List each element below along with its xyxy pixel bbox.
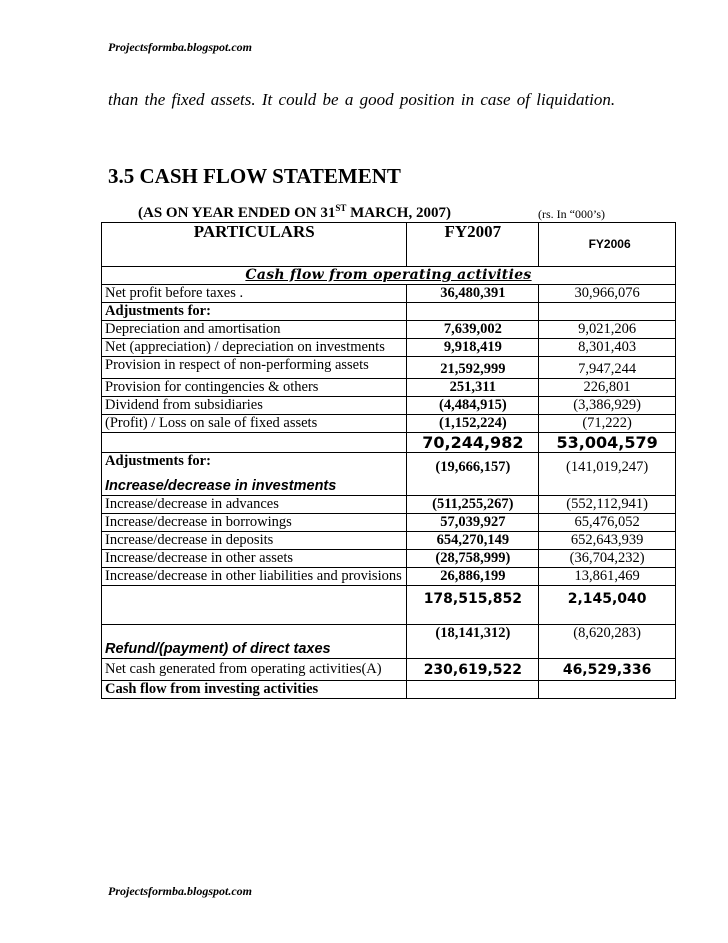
row-label: Increase/decrease in other assets <box>102 550 407 568</box>
row-label: Increase/decrease in other liabilities and provisions <box>102 568 407 586</box>
row-label: (Profit) / Loss on sale of fixed assets <box>102 415 407 433</box>
page-footer: Projectsformba.blogspot.com <box>108 884 252 898</box>
empty-cell <box>407 681 539 699</box>
row-fy2006: (552,112,941) <box>539 496 676 514</box>
empty-cell <box>102 433 407 453</box>
net-cash-fy2006: 46,529,336 <box>539 659 676 681</box>
row-fy2007: (511,255,267) <box>407 496 539 514</box>
col-fy2006: FY2006 <box>539 223 676 267</box>
subtotal-fy2007: 70,244,982 <box>407 433 539 453</box>
units-note: (rs. In “000’s) <box>538 207 605 221</box>
table-row <box>102 453 676 471</box>
row-fy2007: (4,484,915) <box>407 397 539 415</box>
section-investing-heading: Cash flow from investing activities <box>102 681 407 699</box>
net-cash-fy2007: 230,619,522 <box>407 659 539 681</box>
row-fy2007: (18,141,312) <box>407 625 539 659</box>
table-row <box>102 550 676 568</box>
row-label: Increase/decrease in advances <box>102 496 407 514</box>
row-label: Increase/decrease in deposits <box>102 532 407 550</box>
empty-cell <box>407 303 539 321</box>
empty-cell <box>539 303 676 321</box>
table-row <box>102 339 676 357</box>
row-fy2007: 251,311 <box>407 379 539 397</box>
adjustments-label: Adjustments for: <box>102 453 407 471</box>
row-label: Dividend from subsidiaries <box>102 397 407 415</box>
row-fy2007: 21,592,999 <box>407 357 539 379</box>
subtotal-row <box>102 433 676 453</box>
row-fy2007: 9,918,419 <box>407 339 539 357</box>
table-row <box>102 496 676 514</box>
col-particulars: PARTICULARS <box>102 223 407 267</box>
row-label: Provision for contingencies & others <box>102 379 407 397</box>
row-fy2006: 8,301,403 <box>539 339 676 357</box>
row-fy2006: (36,704,232) <box>539 550 676 568</box>
table-row <box>102 397 676 415</box>
table-row <box>102 659 676 681</box>
row-label: Net cash generated from operating activities(A) <box>102 659 407 681</box>
row-label: Refund/(payment) of direct taxes <box>102 625 407 659</box>
intro-paragraph: than the fixed assets. It could be a good position in case of liquidation. <box>108 90 616 109</box>
subtotal-fy2006: 2,145,040 <box>539 586 676 625</box>
adjustments-label: Adjustments for: <box>102 303 407 321</box>
section-title: 3.5 CASH FLOW STATEMENT <box>108 164 401 188</box>
row-label: Net profit before taxes . <box>102 285 407 303</box>
table-row <box>102 532 676 550</box>
row-fy2006: 30,966,076 <box>539 285 676 303</box>
section-row-operating <box>102 267 676 285</box>
table-header-row <box>102 223 676 267</box>
section-operating-heading: Cash flow from operating activities <box>102 267 676 285</box>
row-fy2007: 57,039,927 <box>407 514 539 532</box>
row-fy2006: 226,801 <box>539 379 676 397</box>
row-fy2007: 36,480,391 <box>407 285 539 303</box>
subtotal-row <box>102 586 676 625</box>
table-row <box>102 285 676 303</box>
table-row <box>102 379 676 397</box>
table-row <box>102 568 676 586</box>
cash-flow-table <box>101 222 676 699</box>
row-fy2007: 654,270,149 <box>407 532 539 550</box>
page-header: Projectsformba.blogspot.com <box>108 40 252 54</box>
row-fy2006: 13,861,469 <box>539 568 676 586</box>
col-fy2007: FY2007 <box>407 223 539 267</box>
row-label: Net (appreciation) / depreciation on investments <box>102 339 407 357</box>
table-row <box>102 625 676 659</box>
section-row-investing <box>102 681 676 699</box>
table-row <box>102 357 676 379</box>
row-fy2006: 652,643,939 <box>539 532 676 550</box>
row-fy2007: 26,886,199 <box>407 568 539 586</box>
subtotal-fy2007: 178,515,852 <box>407 586 539 625</box>
as-of-superscript: ST <box>335 203 347 213</box>
table-row <box>102 514 676 532</box>
as-of-suffix: MARCH, 2007) <box>346 205 451 221</box>
row-fy2006: 9,021,206 <box>539 321 676 339</box>
row-fy2007: (28,758,999) <box>407 550 539 568</box>
row-fy2006: 65,476,052 <box>539 514 676 532</box>
row-fy2006: (3,386,929) <box>539 397 676 415</box>
row-fy2006: 7,947,244 <box>539 357 676 379</box>
table-row <box>102 321 676 339</box>
table-row <box>102 415 676 433</box>
row-label: Depreciation and amortisation <box>102 321 407 339</box>
as-of-line <box>138 203 451 222</box>
row-fy2006: (71,222) <box>539 415 676 433</box>
row-fy2007: 7,639,002 <box>407 321 539 339</box>
row-fy2006: (8,620,283) <box>539 625 676 659</box>
row-fy2006: (141,019,247) <box>539 453 676 496</box>
subtotal-fy2006: 53,004,579 <box>539 433 676 453</box>
table-row <box>102 303 676 321</box>
row-label: Provision in respect of non-performing assets <box>102 357 407 379</box>
row-fy2007: (1,152,224) <box>407 415 539 433</box>
empty-cell <box>539 681 676 699</box>
row-fy2007: (19,666,157) <box>407 453 539 496</box>
row-label: Increase/decrease in borrowings <box>102 514 407 532</box>
row-label: Increase/decrease in investments <box>102 470 407 496</box>
empty-cell <box>102 586 407 625</box>
as-of-prefix: (AS ON YEAR ENDED ON 31 <box>138 205 336 221</box>
